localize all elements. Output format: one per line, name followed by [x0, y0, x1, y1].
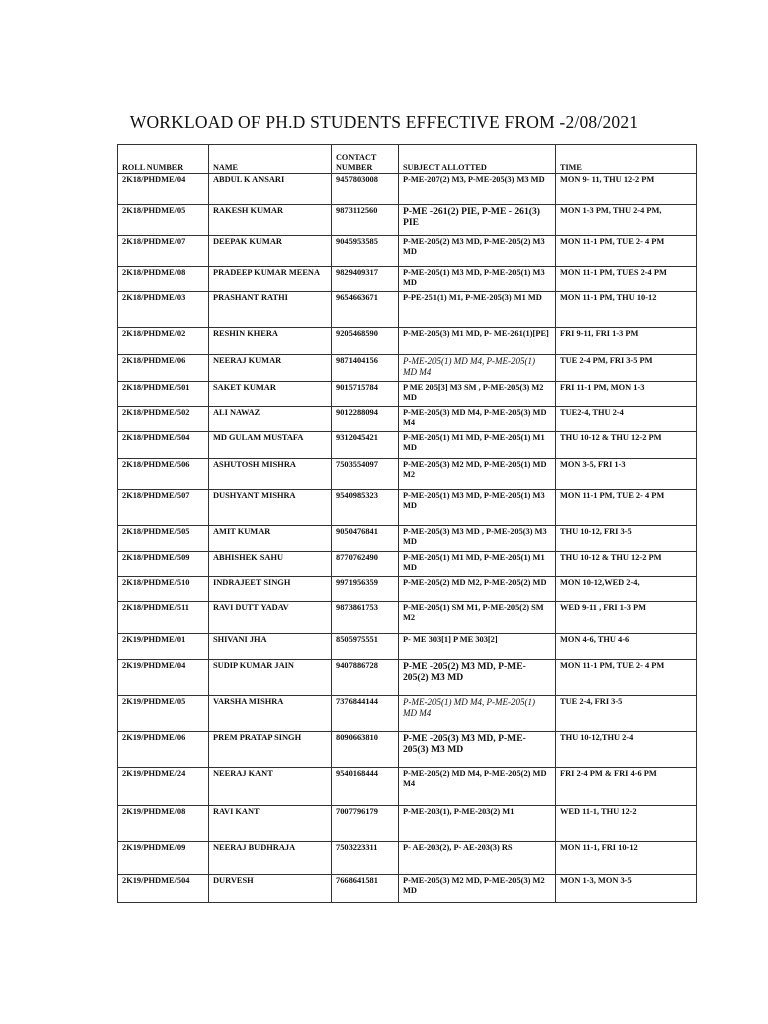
cell-time: MON 10-12,WED 2-4, [556, 577, 697, 602]
table-row [118, 552, 697, 577]
cell-subject-allotted: P-ME -261(2) PIE, P-ME - 261(3) PIE [399, 205, 556, 236]
header-subject-allotted: SUBJECT ALLOTTED [399, 145, 556, 174]
cell-roll-number: 2K19/PHDME/05 [118, 696, 209, 732]
cell-time: MON 4-6, THU 4-6 [556, 634, 697, 660]
cell-name: ALI NAWAZ [209, 407, 332, 432]
table-row [118, 602, 697, 634]
cell-time: TUE 2-4, FRI 3-5 [556, 696, 697, 732]
cell-time: MON 11-1 PM, TUE 2- 4 PM [556, 236, 697, 267]
cell-contact-number: 9050476841 [332, 526, 399, 552]
table-row [118, 732, 697, 768]
cell-roll-number: 2K19/PHDME/01 [118, 634, 209, 660]
cell-time: MON 11-1 PM, THU 10-12 [556, 292, 697, 328]
table-body [118, 174, 697, 903]
table-row [118, 459, 697, 490]
cell-roll-number: 2K19/PHDME/04 [118, 660, 209, 696]
cell-name: RAVI DUTT YADAV [209, 602, 332, 634]
cell-time: MON 3-5, FRI 1-3 [556, 459, 697, 490]
cell-name: NEERAJ BUDHRAJA [209, 842, 332, 875]
cell-subject-allotted: P-ME-205(2) M3 MD, P-ME-205(2) M3 MD [399, 236, 556, 267]
table-row [118, 577, 697, 602]
table-row [118, 292, 697, 328]
cell-roll-number: 2K18/PHDME/506 [118, 459, 209, 490]
cell-subject-allotted: P ME 205[3] M3 SM , P-ME-205(3) M2 MD [399, 382, 556, 407]
cell-roll-number: 2K19/PHDME/504 [118, 875, 209, 903]
cell-contact-number: 9871404156 [332, 355, 399, 382]
cell-time: MON 1-3 PM, THU 2-4 PM, [556, 205, 697, 236]
table-row [118, 875, 697, 903]
cell-name: RAVI KANT [209, 806, 332, 842]
cell-contact-number: 9312045421 [332, 432, 399, 459]
cell-roll-number: 2K18/PHDME/08 [118, 267, 209, 292]
header-contact-number: CONTACT NUMBER [332, 145, 399, 174]
cell-contact-number: 9012288094 [332, 407, 399, 432]
cell-subject-allotted: P-ME-203(1), P-ME-203(2) M1 [399, 806, 556, 842]
cell-name: PREM PRATAP SINGH [209, 732, 332, 768]
cell-subject-allotted: P-ME -205(3) M3 MD, P-ME-205(3) M3 MD [399, 732, 556, 768]
cell-roll-number: 2K19/PHDME/08 [118, 806, 209, 842]
cell-roll-number: 2K18/PHDME/505 [118, 526, 209, 552]
table-row [118, 634, 697, 660]
cell-time: THU 10-12 & THU 12-2 PM [556, 432, 697, 459]
table-row [118, 355, 697, 382]
cell-contact-number: 9457803008 [332, 174, 399, 205]
table-header [118, 145, 697, 174]
cell-subject-allotted: P-ME-205(1) M3 MD, P-ME-205(1) M3 MD [399, 490, 556, 526]
cell-time: FRI 9-11, FRI 1-3 PM [556, 328, 697, 355]
table-row [118, 174, 697, 205]
cell-contact-number: 9654663671 [332, 292, 399, 328]
cell-contact-number: 7007796179 [332, 806, 399, 842]
header-row [118, 145, 697, 174]
cell-subject-allotted: P-ME -205(2) M3 MD, P-ME-205(2) M3 MD [399, 660, 556, 696]
cell-subject-allotted: P-ME-205(3) MD M4, P-ME-205(3) MD M4 [399, 407, 556, 432]
cell-roll-number: 2K19/PHDME/06 [118, 732, 209, 768]
cell-contact-number: 7668641581 [332, 875, 399, 903]
cell-time: WED 11-1, THU 12-2 [556, 806, 697, 842]
cell-time: TUE2-4, THU 2-4 [556, 407, 697, 432]
cell-contact-number: 9540985323 [332, 490, 399, 526]
table-row [118, 842, 697, 875]
cell-contact-number: 9873112560 [332, 205, 399, 236]
cell-subject-allotted: P- ME 303[1] P ME 303[2] [399, 634, 556, 660]
cell-name: ABDUL K ANSARI [209, 174, 332, 205]
cell-contact-number: 9873861753 [332, 602, 399, 634]
cell-time: MON 11-1, FRI 10-12 [556, 842, 697, 875]
cell-roll-number: 2K18/PHDME/507 [118, 490, 209, 526]
cell-roll-number: 2K18/PHDME/501 [118, 382, 209, 407]
cell-roll-number: 2K18/PHDME/07 [118, 236, 209, 267]
cell-name: INDRAJEET SINGH [209, 577, 332, 602]
cell-roll-number: 2K18/PHDME/502 [118, 407, 209, 432]
cell-subject-allotted: P-ME-205(1) MD M4, P-ME-205(1) MD M4 [399, 696, 556, 732]
cell-name: SAKET KUMAR [209, 382, 332, 407]
table-row [118, 806, 697, 842]
header-time: TIME [556, 145, 697, 174]
cell-time: MON 9- 11, THU 12-2 PM [556, 174, 697, 205]
cell-subject-allotted: P- AE-203(2), P- AE-203(3) RS [399, 842, 556, 875]
cell-subject-allotted: P-ME-205(3) M2 MD, P-ME-205(3) M2 MD [399, 875, 556, 903]
table-row [118, 490, 697, 526]
cell-subject-allotted: P-ME-205(2) MD M2, P-ME-205(2) MD [399, 577, 556, 602]
table-row [118, 328, 697, 355]
cell-subject-allotted: P-ME-205(1) SM M1, P-ME-205(2) SM M2 [399, 602, 556, 634]
cell-contact-number: 8770762490 [332, 552, 399, 577]
cell-contact-number: 9829409317 [332, 267, 399, 292]
table-row [118, 382, 697, 407]
cell-subject-allotted: P-ME-207(2) M3, P-ME-205(3) M3 MD [399, 174, 556, 205]
cell-name: NEERAJ KUMAR [209, 355, 332, 382]
table-row [118, 432, 697, 459]
cell-time: MON 11-1 PM, TUE 2- 4 PM [556, 660, 697, 696]
cell-contact-number: 9045953585 [332, 236, 399, 267]
cell-roll-number: 2K18/PHDME/510 [118, 577, 209, 602]
cell-subject-allotted: P-ME-205(3) M3 MD , P-ME-205(3) M3 MD [399, 526, 556, 552]
cell-name: MD GULAM MUSTAFA [209, 432, 332, 459]
cell-roll-number: 2K18/PHDME/06 [118, 355, 209, 382]
cell-roll-number: 2K18/PHDME/02 [118, 328, 209, 355]
cell-time: MON 11-1 PM, TUES 2-4 PM [556, 267, 697, 292]
cell-contact-number: 9540168444 [332, 768, 399, 806]
cell-time: WED 9-11 , FRI 1-3 PM [556, 602, 697, 634]
cell-time: TUE 2-4 PM, FRI 3-5 PM [556, 355, 697, 382]
cell-roll-number: 2K18/PHDME/04 [118, 174, 209, 205]
cell-time: MON 1-3, MON 3-5 [556, 875, 697, 903]
cell-name: RAKESH KUMAR [209, 205, 332, 236]
cell-name: VARSHA MISHRA [209, 696, 332, 732]
table-row [118, 205, 697, 236]
cell-contact-number: 7503223311 [332, 842, 399, 875]
cell-roll-number: 2K18/PHDME/03 [118, 292, 209, 328]
header-roll-number: ROLL NUMBER [118, 145, 209, 174]
cell-contact-number: 9407886728 [332, 660, 399, 696]
cell-roll-number: 2K19/PHDME/24 [118, 768, 209, 806]
header-name: NAME [209, 145, 332, 174]
cell-name: RESHIN KHERA [209, 328, 332, 355]
cell-time: FRI 11-1 PM, MON 1-3 [556, 382, 697, 407]
cell-contact-number: 9205468590 [332, 328, 399, 355]
cell-roll-number: 2K19/PHDME/09 [118, 842, 209, 875]
table-row [118, 526, 697, 552]
cell-name: DEEPAK KUMAR [209, 236, 332, 267]
table-row [118, 696, 697, 732]
cell-name: PRASHANT RATHI [209, 292, 332, 328]
cell-name: ASHUTOSH MISHRA [209, 459, 332, 490]
cell-name: SUDIP KUMAR JAIN [209, 660, 332, 696]
cell-contact-number: 8505975551 [332, 634, 399, 660]
workload-table [117, 144, 697, 903]
cell-subject-allotted: P-ME-205(1) M3 MD, P-ME-205(1) M3 MD [399, 267, 556, 292]
table-row [118, 660, 697, 696]
cell-subject-allotted: P-PE-251(1) M1, P-ME-205(3) M1 MD [399, 292, 556, 328]
cell-time: FRI 2-4 PM & FRI 4-6 PM [556, 768, 697, 806]
cell-contact-number: 8090663810 [332, 732, 399, 768]
cell-roll-number: 2K18/PHDME/05 [118, 205, 209, 236]
cell-time: MON 11-1 PM, TUE 2- 4 PM [556, 490, 697, 526]
table-row [118, 236, 697, 267]
cell-subject-allotted: P-ME-205(1) MD M4, P-ME-205(1) MD M4 [399, 355, 556, 382]
cell-subject-allotted: P-ME-205(1) M1 MD, P-ME-205(1) M1 MD [399, 432, 556, 459]
cell-subject-allotted: P-ME-205(2) MD M4, P-ME-205(2) MD M4 [399, 768, 556, 806]
cell-contact-number: 9971956359 [332, 577, 399, 602]
cell-time: THU 10-12 & THU 12-2 PM [556, 552, 697, 577]
cell-name: DUSHYANT MISHRA [209, 490, 332, 526]
cell-contact-number: 7503554097 [332, 459, 399, 490]
cell-roll-number: 2K18/PHDME/509 [118, 552, 209, 577]
table-row [118, 267, 697, 292]
cell-roll-number: 2K18/PHDME/511 [118, 602, 209, 634]
cell-name: NEERAJ KANT [209, 768, 332, 806]
cell-name: PRADEEP KUMAR MEENA [209, 267, 332, 292]
cell-contact-number: 7376844144 [332, 696, 399, 732]
document-title: WORKLOAD OF PH.D STUDENTS EFFECTIVE FROM -2/08/2021 [129, 112, 639, 132]
cell-subject-allotted: P-ME-205(3) M1 MD, P- ME-261(1)[PE] [399, 328, 556, 355]
table-row [118, 768, 697, 806]
cell-name: SHIVANI JHA [209, 634, 332, 660]
cell-time: THU 10-12,THU 2-4 [556, 732, 697, 768]
cell-time: THU 10-12, FRI 3-5 [556, 526, 697, 552]
cell-subject-allotted: P-ME-205(1) M1 MD, P-ME-205(1) M1 MD [399, 552, 556, 577]
table-row [118, 407, 697, 432]
cell-contact-number: 9015715784 [332, 382, 399, 407]
cell-roll-number: 2K18/PHDME/504 [118, 432, 209, 459]
cell-name: AMIT KUMAR [209, 526, 332, 552]
cell-name: DURVESH [209, 875, 332, 903]
cell-subject-allotted: P-ME-205(3) M2 MD, P-ME-205(1) MD M2 [399, 459, 556, 490]
cell-name: ABHISHEK SAHU [209, 552, 332, 577]
